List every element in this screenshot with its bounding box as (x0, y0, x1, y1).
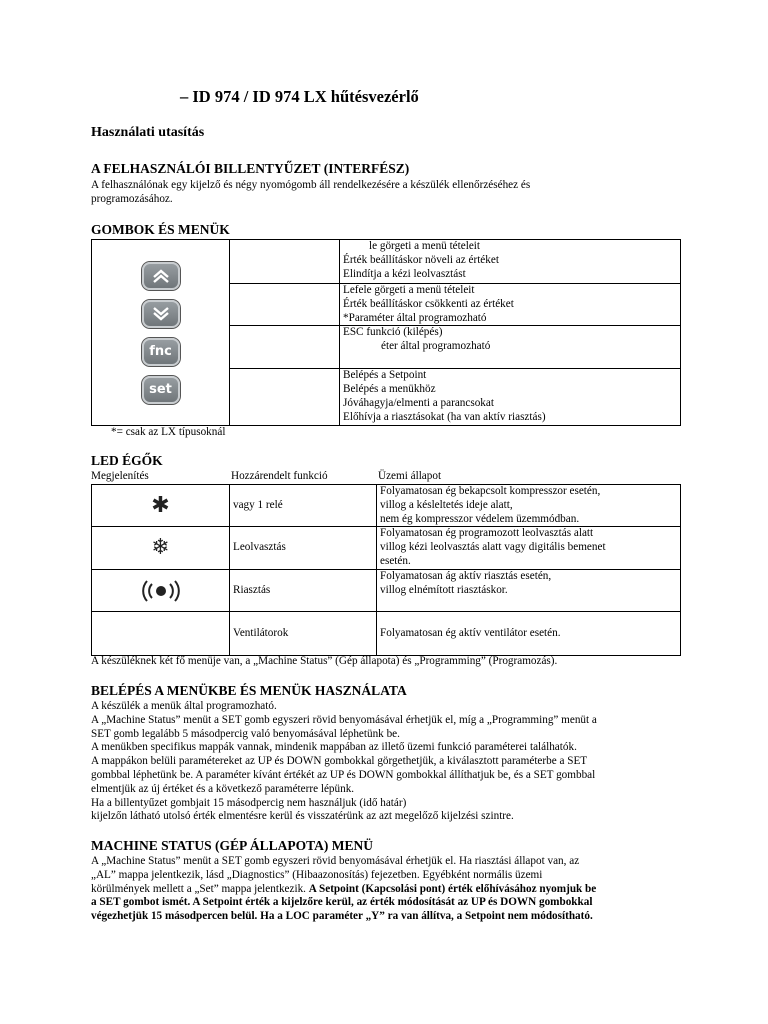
table-row (92, 527, 681, 570)
desc-line: le görgeti a menü tételeit (369, 240, 481, 252)
document-title: – ID 974 / ID 974 LX hűtésvezérlő (180, 87, 419, 106)
buttons-icon-cell (92, 240, 230, 426)
button-func-cell (230, 240, 340, 284)
state-line: nem ég kompresszor védelem üzemmódban. (380, 512, 580, 525)
machine-status-text (91, 855, 691, 924)
document-subtitle: Használati utasítás (91, 125, 205, 140)
section-heading-keyboard: A FELHASZNÁLÓI BILLENTYŰZET (INTERFÉSZ) (91, 161, 410, 176)
button-desc-cell (340, 284, 681, 326)
footnote-lx: *= csak az LX típusoknál (111, 426, 226, 438)
desc-line: Belépés a Setpoint (343, 369, 427, 382)
section-heading-menu-usage: BELÉPÉS A MENÜKBE ÉS MENÜK HASZNÁLATA (91, 683, 407, 698)
text-line: programozásához. (91, 192, 173, 205)
led-func-cell: Riasztás (230, 570, 377, 612)
fnc-button-icon: fnc (142, 338, 180, 366)
up-button-icon (142, 262, 180, 290)
text-line: A menükben specifikus mappák vannak, mindenik mappában az illető üzemi funkció paraméterei találhatók. (91, 741, 577, 754)
defrost-icon: ❄ (151, 535, 170, 561)
led-state-cell: Folyamatosan ég aktív ventilátor esetén. (377, 612, 681, 656)
led-icon-cell (92, 485, 230, 527)
buttons-table (91, 239, 681, 426)
led-col-display: Megjelenítés (91, 470, 149, 482)
led-icon-cell (92, 570, 230, 612)
desc-line: Jóváhagyja/elmenti a parancsokat (343, 396, 494, 409)
desc-line: *Paraméter által programozható (343, 311, 487, 324)
text-line: SET gomb legalább 5 másodpercig való benyomásával léphetünk be. (91, 727, 400, 740)
bold-text: végezhetjük 15 másodpercen belül. Ha a LOC paraméter „Y” ra van állítva, a Setpoint nem módosítható. (91, 910, 593, 923)
button-func-cell (230, 284, 340, 326)
desc-line: Érték beállításkor növeli az értéket (343, 253, 499, 266)
state-line: Folyamatosan ég programozott leolvasztás alatt (380, 527, 594, 540)
led-func-cell: vagy 1 relé (230, 485, 377, 527)
state-line: esetén. (380, 554, 411, 567)
leds-table (91, 484, 681, 656)
led-state-cell (377, 570, 681, 612)
text-line (91, 883, 691, 897)
desc-line: Lefele görgeti a menü tételeit (343, 284, 475, 296)
bold-text: a SET gombot ismét. A Setpoint érték a kijelzőre kerül, az érték módosítását az UP és DOWN gombokkal (91, 896, 593, 909)
menus-intro: A készüléknek két fő menüje van, a „Machine Status” (Gép állapota) és „Programming” (Programozás). (91, 655, 558, 667)
section-heading-leds: LED ÉGŐK (91, 453, 163, 468)
set-button-icon: set (142, 376, 180, 404)
table-row (92, 612, 681, 656)
button-func-cell (230, 326, 340, 369)
desc-line: Elindítja a kézi leolvasztást (343, 267, 466, 280)
table-row (92, 485, 681, 527)
button-desc-cell (340, 240, 681, 284)
desc-line: Belépés a menükhöz (343, 383, 436, 396)
section-keyboard-text (91, 179, 530, 207)
button-desc-cell (340, 369, 681, 426)
led-func-cell: Leolvasztás (230, 527, 377, 570)
text-line: A „Machine Status” menüt a SET gomb egyszeri rövid benyomásával érhetjük el, míg a „Programming” menüt a (91, 713, 597, 726)
state-line: Folyamatosan ág aktív riasztás esetén, (380, 570, 552, 583)
section-heading-buttons: GOMBOK ÉS MENÜK (91, 222, 230, 237)
state-line: villog kézi leolvasztás alatt vagy digitális bemenet (380, 541, 606, 554)
text-line: „AL” mappa jelentkezik, lásd „Diagnostics” (Hibaazonosítás) fejezetben. Egyébként normális üzemi (91, 868, 543, 881)
bold-text: A Setpoint (Kapcsolási pont) érték előhívásához nyomjuk be (308, 882, 597, 895)
text-line (91, 910, 691, 924)
text-line: kijelzőn látható utolsó érték elmentésre kerül és visszatérünk az azt megelőző kijelzési szintre. (91, 810, 514, 823)
state-line: Folyamatosan ég bekapcsolt kompresszor esetén, (380, 485, 601, 497)
table-row (92, 570, 681, 612)
text-span: körülmények mellett a „Set” mappa jelentkezik. (91, 882, 309, 895)
desc-line: Előhívja a riasztásokat (ha van aktív riasztás) (343, 410, 546, 423)
led-func-cell: Ventilátorok (230, 612, 377, 656)
menu-usage-text (91, 700, 691, 824)
led-icon-cell (92, 527, 230, 570)
section-heading-machine-status: MACHINE STATUS (GÉP ÁLLAPOTA) MENÜ (91, 838, 374, 853)
led-icon-cell (92, 612, 230, 656)
text-line: Ha a billentyűzet gombjait 15 másodpercig nem használjuk (idő határ) (91, 796, 407, 809)
table-row (92, 240, 681, 284)
text-line: A felhasználónak egy kijelző és négy nyomógomb áll rendelkezésére a készülék ellenőrzéséhez és (91, 179, 531, 191)
alarm-icon (95, 573, 226, 609)
text-line: A mappákon belüli paramétereket az UP és DOWN gombokkal görgethetjük, a kiválasztott paraméterbe a SET (91, 755, 588, 768)
button-func-cell (230, 369, 340, 426)
text-line: elmentjük az új értéket és a következő paraméterre lépünk. (91, 782, 355, 795)
snowflake-icon: ✱ (151, 492, 170, 518)
text-line: A készülék a menük által programozható. (91, 700, 277, 712)
state-line: villog a késleltetés ideje alatt, (380, 498, 513, 511)
button-desc-cell (340, 326, 681, 369)
down-button-icon (142, 300, 180, 328)
state-line: villog elnémított riasztáskor. (380, 584, 508, 597)
led-state-cell (377, 527, 681, 570)
desc-line: éter által programozható (381, 340, 491, 353)
led-col-state: Üzemi állapot (378, 470, 442, 482)
text-line (91, 896, 691, 910)
desc-line: ESC funkció (kilépés) (343, 326, 443, 339)
led-state-cell (377, 485, 681, 527)
text-line: gombbal léphetünk be. A paraméter kívánt értékét az UP és DOWN gombokkal állíthatjuk be, és a SET gombbal (91, 768, 596, 781)
led-col-function: Hozzárendelt funkció (231, 470, 328, 482)
text-line: A „Machine Status” menüt a SET gomb egyszeri rövid benyomásával érhetjük el. Ha riasztási állapot van, az (91, 855, 580, 867)
desc-line: Érték beállításkor csökkenti az értéket (343, 297, 514, 310)
